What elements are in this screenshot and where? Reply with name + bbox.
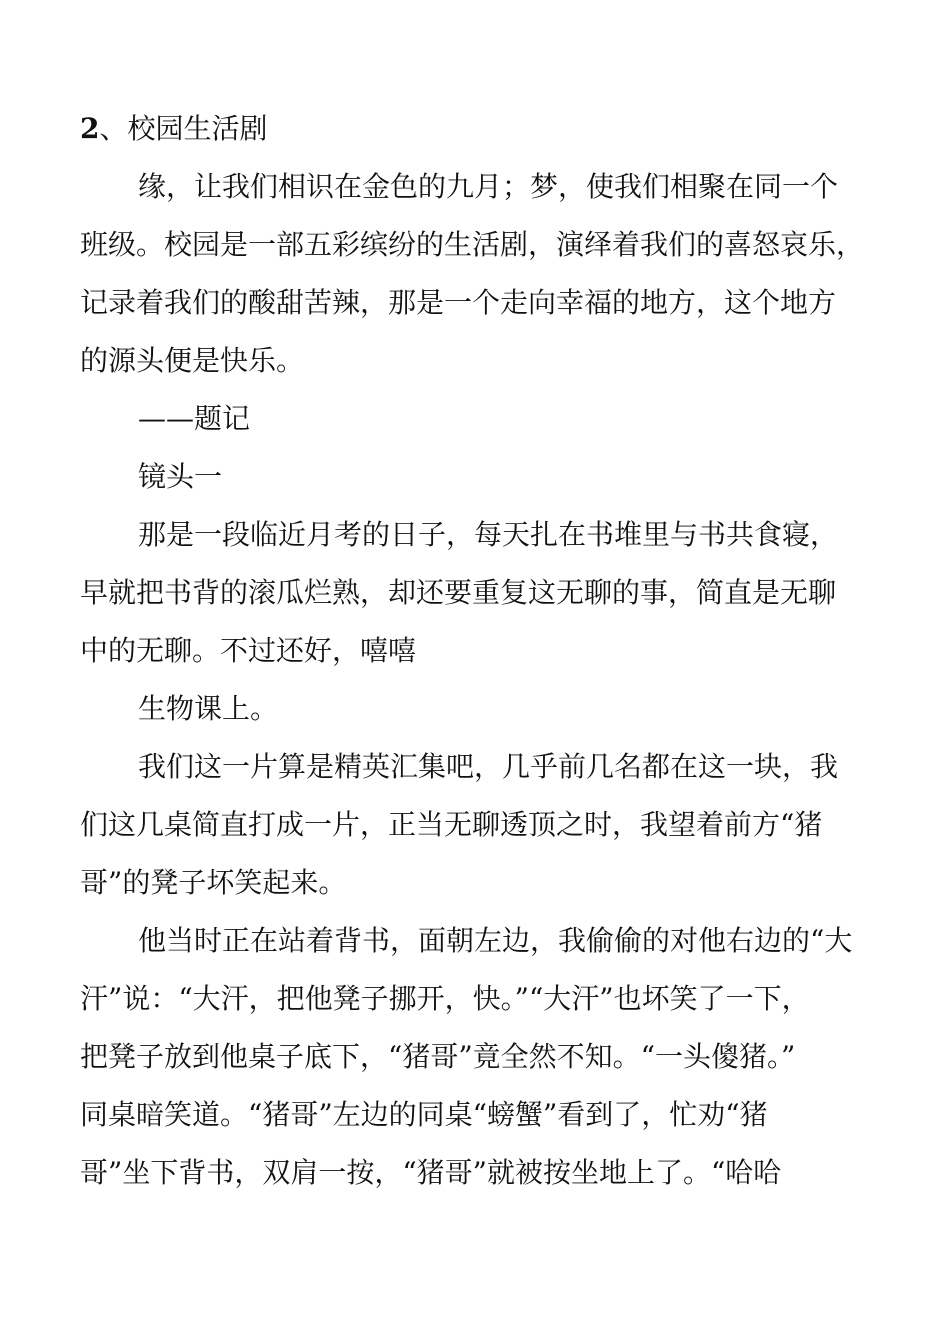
text-line: 哥”的凳子坏笑起来。 bbox=[80, 866, 347, 899]
text-line: 们这几桌简直打成一片，正当无聊透顶之时，我望着前方“猪 bbox=[80, 808, 823, 841]
text-line: 他当时正在站着背书，面朝左边，我偷偷的对他右边的“大 bbox=[138, 924, 853, 957]
text-line: 生物课上。 bbox=[138, 692, 279, 725]
text-line: 缘，让我们相识在金色的九月；梦，使我们相聚在同一个 bbox=[138, 170, 839, 203]
text-line: 同桌暗笑道。“猪哥”左边的同桌“螃蟹”看到了，忙劝“猪 bbox=[80, 1098, 768, 1131]
body-text bbox=[80, 158, 875, 1202]
text-line: 早就把书背的滚瓜烂熟，却还要重复这无聊的事，简直是无聊 bbox=[80, 576, 837, 609]
text-line: 把凳子放到他桌子底下，“猪哥”竟全然不知。“一头傻猪。” bbox=[80, 1040, 796, 1073]
section-heading bbox=[80, 100, 875, 158]
epigraph-attribution: ——题记 bbox=[138, 402, 251, 435]
text-line: 我们这一片算是精英汇集吧，几乎前几名都在这一块，我 bbox=[138, 750, 839, 783]
text-line: 那是一段临近月考的日子，每天扎在书堆里与书共食寝， bbox=[138, 518, 839, 551]
text-line: 班级。校园是一部五彩缤纷的生活剧，演绎着我们的喜怒哀乐， bbox=[80, 228, 865, 261]
document-page bbox=[80, 100, 875, 1202]
text-line: 记录着我们的酸甜苦辣，那是一个走向幸福的地方，这个地方 bbox=[80, 286, 837, 319]
text-line: 的源头便是快乐。 bbox=[80, 344, 305, 377]
section-title: 、校园生活剧 bbox=[99, 112, 268, 145]
text-line: 中的无聊。不过还好，嘻嘻 bbox=[80, 634, 417, 667]
scene-title: 镜头一 bbox=[138, 460, 223, 493]
text-line: 汗”说：“大汗，把他凳子挪开，快。”“大汗”也坏笑了一下， bbox=[80, 982, 810, 1015]
text-line: 哥”坐下背书，双肩一按，“猪哥”就被按坐地上了。“哈哈 bbox=[80, 1156, 782, 1189]
section-number: 2 bbox=[80, 112, 100, 145]
